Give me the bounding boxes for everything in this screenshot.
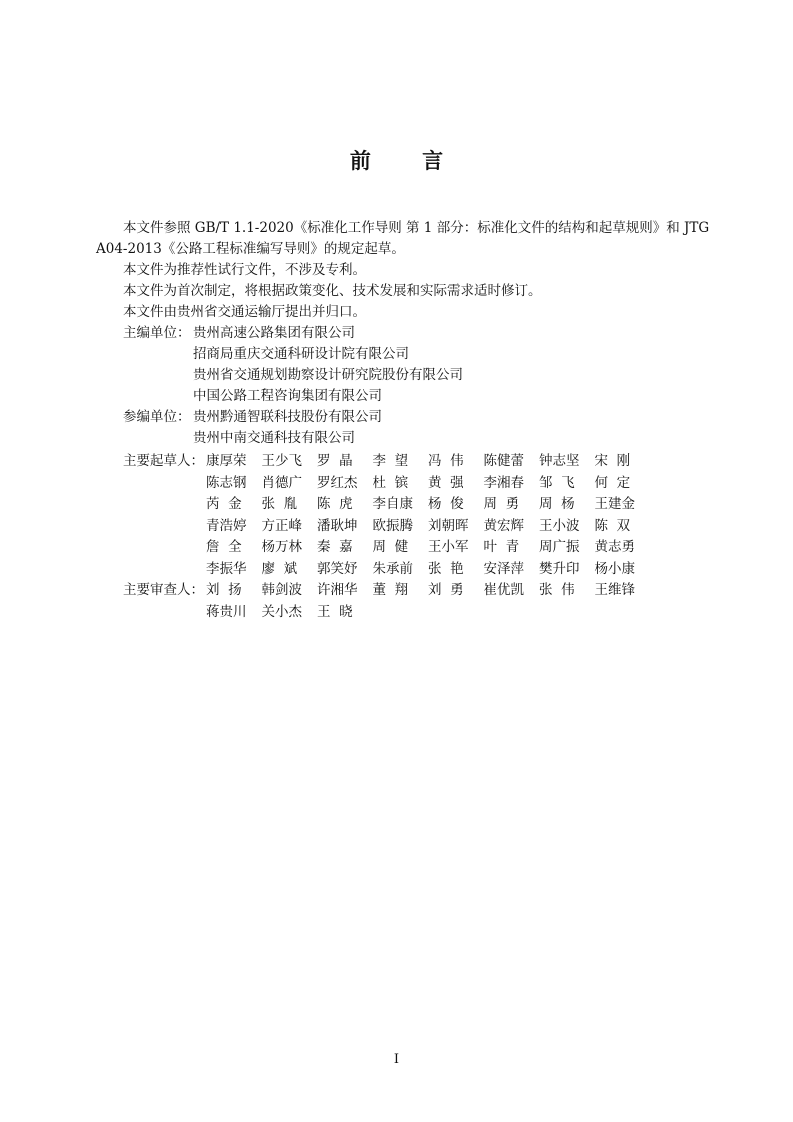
- person-name: 刘朝晖: [428, 517, 469, 534]
- person-name: 何 定: [594, 474, 631, 491]
- person-name: 欧振腾: [372, 517, 413, 534]
- names-row: [206, 559, 650, 581]
- person-name: 潘耿坤: [317, 517, 358, 534]
- person-name: 樊升印: [539, 560, 580, 577]
- person-name: 周 杨: [539, 496, 575, 512]
- paragraph-authority: 本文件由贵州省交通运输厅提出并归口。: [123, 304, 366, 320]
- person-name: 蒋贵川: [206, 603, 247, 620]
- person-name: 李振华: [206, 560, 247, 577]
- person-name: 王小军: [428, 539, 469, 555]
- person-name: 杜 镔: [372, 474, 409, 491]
- foreword-body: [96, 218, 716, 623]
- paragraph-revision: 本文件为首次制定，将根据政策变化、技术发展和实际需求适时修订。: [123, 283, 542, 299]
- person-name: 罗红杰: [317, 474, 358, 491]
- person-name: 王小波: [539, 517, 580, 534]
- person-name: 李湘春: [483, 474, 524, 491]
- person-name: 王少飞: [261, 453, 302, 469]
- person-name: 张 艳: [428, 560, 464, 577]
- chief-units-list: [193, 323, 463, 407]
- names-row: [206, 602, 650, 624]
- person-name: 郭笑妤: [317, 560, 358, 577]
- person-name: 詹 全: [206, 539, 242, 555]
- participating-unit: 贵州中南交通科技有限公司: [193, 430, 355, 446]
- person-name: 韩剑波: [261, 582, 302, 598]
- person-name: 康厚荣: [206, 453, 247, 469]
- person-name: 王 晓: [317, 603, 353, 620]
- reviewers-section: [96, 580, 716, 623]
- person-name: 杨万林: [261, 539, 302, 555]
- person-name: 宋 刚: [594, 453, 631, 469]
- names-row: [206, 473, 650, 495]
- person-name: 陈健蕾: [483, 453, 524, 469]
- drafters-section: [96, 451, 716, 580]
- person-name: 杨 俊: [428, 496, 464, 512]
- drafters-list: [206, 451, 650, 580]
- person-name: 黄宏辉: [483, 517, 524, 534]
- person-name: 黄 强: [428, 474, 464, 491]
- person-name: 安泽萍: [483, 560, 524, 577]
- page-title: 前 言: [349, 148, 466, 173]
- page-number: I: [393, 1052, 400, 1067]
- participating-units-label: 参编单位：: [123, 409, 191, 425]
- person-name: 周 健: [372, 539, 409, 555]
- person-name: 冯 伟: [428, 453, 464, 469]
- person-name: 陈 虎: [317, 496, 353, 512]
- person-name: 董 翔: [372, 582, 409, 598]
- person-name: 关小杰: [261, 603, 302, 620]
- chief-units-section: [96, 323, 716, 407]
- person-name: 陈 双: [594, 517, 631, 534]
- person-name: 陈志钢: [206, 474, 247, 491]
- person-name: 青浩婷: [206, 517, 247, 534]
- person-name: 廖 斌: [261, 560, 298, 577]
- person-name: 李 望: [372, 453, 409, 469]
- paragraph-reference: 本文件参照 GB/T 1.1-2020《标准化工作导则 第 1 部分：标准化文件的结构和起草规则》和 JTG A04-2013《公路工程标准编写导则》的规定起草。: [96, 220, 710, 257]
- person-name: 崔优凯: [483, 582, 524, 598]
- chief-unit: 中国公路工程咨询集团有限公司: [193, 388, 382, 404]
- participating-units-section: [96, 407, 716, 449]
- person-name: 钟志坚: [539, 453, 580, 469]
- names-row: [206, 451, 650, 473]
- person-name: 秦 嘉: [317, 539, 353, 555]
- person-name: 周 勇: [483, 496, 520, 512]
- person-name: 李自康: [372, 496, 413, 512]
- person-name: 王维锋: [594, 582, 635, 598]
- drafters-label: 主要起草人：: [123, 453, 204, 469]
- person-name: 刘 勇: [428, 582, 464, 598]
- person-name: 邹 飞: [539, 474, 575, 491]
- participating-units-list: [193, 407, 382, 449]
- names-row: [206, 537, 650, 559]
- chief-unit: 贵州高速公路集团有限公司: [193, 325, 355, 341]
- person-name: 罗 晶: [317, 453, 353, 469]
- reviewers-list: [206, 580, 650, 623]
- person-name: 叶 青: [483, 539, 520, 555]
- person-name: 黄志勇: [594, 539, 635, 555]
- names-row: [206, 580, 650, 602]
- reviewers-label: 主要审查人：: [123, 582, 204, 598]
- participating-unit: 贵州黔通智联科技股份有限公司: [193, 409, 382, 425]
- person-name: 肖德广: [261, 474, 302, 491]
- person-name: 刘 扬: [206, 582, 242, 598]
- person-name: 张 伟: [539, 582, 575, 598]
- person-name: 张 胤: [261, 496, 298, 512]
- chief-units-label: 主编单位：: [123, 325, 191, 341]
- chief-unit: 招商局重庆交通科研设计院有限公司: [193, 346, 409, 362]
- person-name: 王建金: [594, 496, 635, 512]
- person-name: 周广振: [539, 539, 580, 555]
- person-name: 许湘华: [317, 582, 358, 598]
- chief-unit: 贵州省交通规划勘察设计研究院股份有限公司: [193, 367, 463, 383]
- names-row: [206, 494, 650, 516]
- person-name: 方正峰: [261, 517, 302, 534]
- person-name: 芮 金: [206, 496, 242, 512]
- names-row: [206, 516, 650, 538]
- person-name: 杨小康: [594, 560, 635, 577]
- person-name: 朱承前: [372, 560, 413, 577]
- paragraph-patent: 本文件为推荐性试行文件，不涉及专利。: [123, 262, 366, 278]
